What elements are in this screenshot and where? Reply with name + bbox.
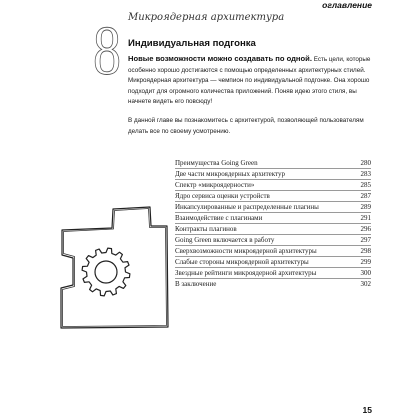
plugin-outline xyxy=(61,207,168,328)
toc-entry xyxy=(175,246,371,257)
table-of-contents xyxy=(175,158,371,289)
intro-paragraph xyxy=(128,54,372,108)
toc-entry-page: 285 xyxy=(360,181,371,189)
toc-entry xyxy=(175,224,371,235)
toc-entry-page: 299 xyxy=(360,258,371,266)
toc-entry-page: 287 xyxy=(360,192,371,200)
running-header: оглавление xyxy=(322,0,372,10)
toc-entry-page: 291 xyxy=(360,214,371,222)
gear-hub xyxy=(95,261,117,283)
toc-entry xyxy=(175,235,371,246)
toc-entry-page: 296 xyxy=(360,225,371,233)
toc-entry-title: Две части микроядерных архитектур xyxy=(175,170,286,178)
chapter-title: Микроядерная архитектура xyxy=(128,12,285,23)
toc-entry xyxy=(175,268,371,279)
toc-entry-title: Спектр «микроядерности» xyxy=(175,181,255,189)
toc-entry-title: Ядро сервиса оценки устройств xyxy=(175,192,270,200)
toc-entry xyxy=(175,191,371,202)
toc-entry-title: Взаимодействие с плагинами xyxy=(175,214,263,222)
toc-entry xyxy=(175,202,371,213)
toc-entry xyxy=(175,158,371,169)
toc-entry-title: Преимущества Going Green xyxy=(175,159,258,167)
toc-entry-title: Звездные рейтинги микроядерной архитектуры xyxy=(175,269,317,277)
intro-body: Есть цели, которые особенно хорошо достигаются с помощью определенных архитектурных стилей. Микроядерная архитектура — чемпион по индивидуальной подгонке. Она хорошо подходит для огромного количества приложений. Поняв идею этого стиля, вы начнете видеть его повсюду! xyxy=(128,56,371,105)
toc-entry-page: 289 xyxy=(360,203,371,211)
toc-entry-title: Going Green включается в работу xyxy=(175,236,275,244)
page-number: 15 xyxy=(362,405,372,415)
toc-entry-page: 302 xyxy=(360,280,371,288)
intro-summary: В данной главе вы познакомитесь с архитектурой, позволяющей пользователям делать все по своему усмотрению. xyxy=(128,117,364,135)
toc-entry-title: Слабые стороны микроядерной архитектуры xyxy=(175,258,309,266)
toc-entry-page: 283 xyxy=(360,170,371,178)
toc-entry-title: Инкапсулированные и распределенные плагины xyxy=(175,203,319,211)
toc-entry-page: 300 xyxy=(360,269,371,277)
toc-entry xyxy=(175,169,371,180)
toc-entry xyxy=(175,257,371,268)
chapter-intro xyxy=(128,54,372,146)
toc-entry xyxy=(175,213,371,224)
chapter-subtitle: Индивидуальная подгонка xyxy=(128,38,256,49)
plugin-gear-icon xyxy=(50,200,180,340)
gear-outline xyxy=(82,248,130,296)
toc-entry xyxy=(175,180,371,191)
toc-entry-title: В заключение xyxy=(175,280,217,288)
toc-entry-page: 298 xyxy=(360,247,371,255)
toc-entry-page: 297 xyxy=(360,236,371,244)
toc-entry-page: 280 xyxy=(360,159,371,167)
toc-entry-title: Контракты плагинов xyxy=(175,225,237,233)
chapter-number: 8 xyxy=(93,13,121,90)
toc-entry-title: Сверхвозможности микроядерной архитектуры xyxy=(175,247,317,255)
intro-lead: Новые возможности можно создавать по одной. xyxy=(128,54,312,63)
toc-entry xyxy=(175,279,371,289)
